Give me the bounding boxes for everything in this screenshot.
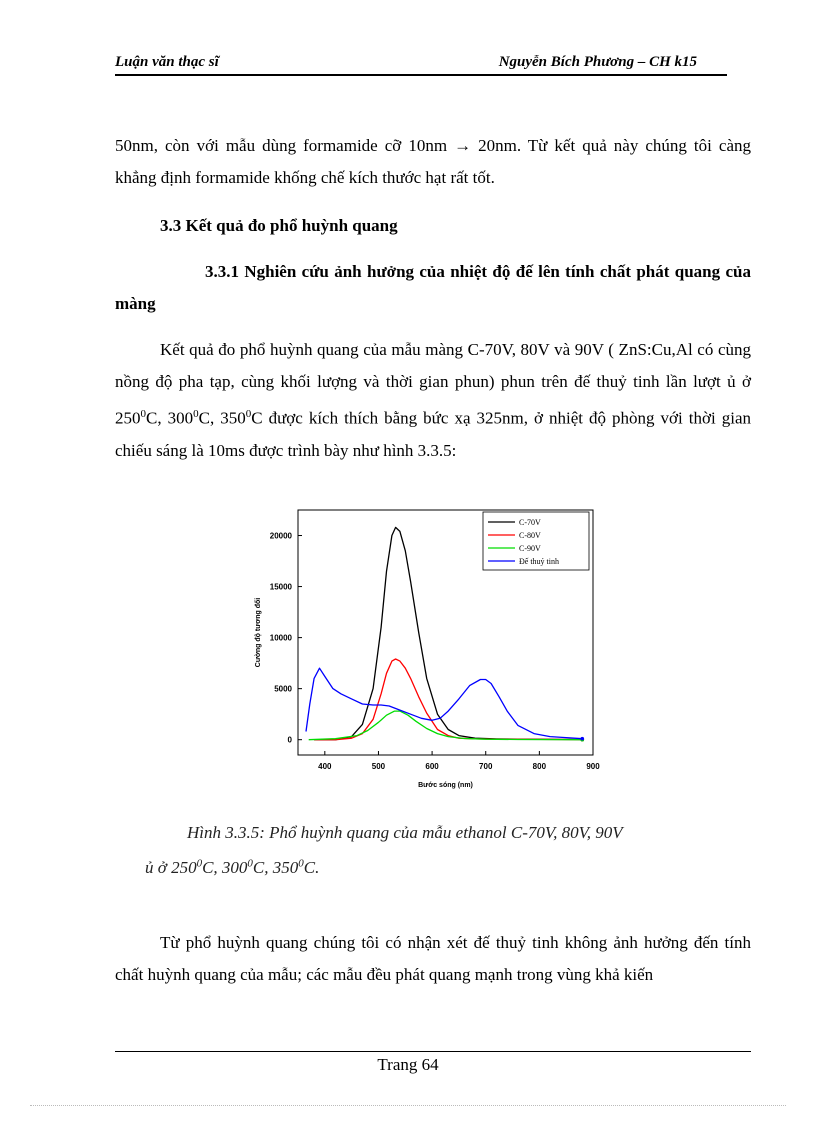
caption-part-d: C. <box>303 857 320 877</box>
legend-label: Đế thuỷ tinh <box>519 557 559 566</box>
paragraph-1: 50nm, còn với mẫu dùng formamide cỡ 10nm → 20nm. Từ kết quả này chúng tôi càng khẳng định formamide khống chế kích thước hạt rất tốt. <box>115 136 751 187</box>
superscript: 0 <box>245 408 252 420</box>
superscript: 0 <box>193 408 199 420</box>
y-axis-label: Cường độ tương đối <box>255 597 262 668</box>
x-tick-label: 600 <box>425 762 439 771</box>
page-edge-dots <box>30 1105 786 1106</box>
caption-line-1: Hình 3.3.5: Phổ huỳnh quang của mẫu ethanol C-70V, 80V, 90V <box>187 823 623 842</box>
x-tick-label: 500 <box>371 762 386 771</box>
superscript: 0 <box>247 857 253 869</box>
pl-spectrum-chart <box>240 500 610 800</box>
series-end-marker <box>580 737 584 741</box>
caption-line-2 <box>145 858 319 877</box>
y-tick-label: 15000 <box>269 582 292 592</box>
section-heading: 3.3 Kết quả đo phổ huỳnh quang <box>160 216 398 235</box>
y-tick-label: 10000 <box>269 633 292 643</box>
superscript: 0 <box>196 857 203 869</box>
paragraph-2-part-d: C được kích thích bằng bức xạ 325nm, ở nhiệt độ phòng với thời gian chiếu sáng là 10ms được trình bày như hình 3.3.5: <box>115 408 751 460</box>
paragraph-2 <box>115 334 751 467</box>
x-tick-label: 700 <box>479 762 493 771</box>
paragraph-3: Từ phổ huỳnh quang chúng tôi có nhận xét đế thuỷ tinh không ảnh hưởng đến tính chất huỳnh quang của mẫu; các mẫu đều phát quang mạnh trong vùng khả kiến <box>115 933 751 984</box>
y-tick-label: 5000 <box>274 684 292 694</box>
superscript: 0 <box>140 408 146 420</box>
header-right: Nguyễn Bích Phương – CH k15 <box>498 54 697 70</box>
x-tick-label: 900 <box>586 762 600 771</box>
subsection-heading: 3.3.1 Nghiên cứu ảnh hưởng của nhiệt độ đế lên tính chất phát quang của màng <box>115 262 751 313</box>
superscript: 0 <box>298 857 304 869</box>
y-tick-label: 20000 <box>269 531 292 541</box>
legend-label: C-70V <box>519 518 541 527</box>
x-axis-label: Bước sóng (nm) <box>418 782 473 789</box>
footer-rule <box>115 1051 751 1052</box>
series-line-4 <box>306 668 582 739</box>
page-number: Trang 64 <box>377 1055 439 1074</box>
x-tick-label: 400 <box>318 762 332 771</box>
header-left: Luận văn thạc sĩ <box>115 54 219 70</box>
x-tick-label: 800 <box>532 762 547 771</box>
caption-part-a: ủ ở 250 <box>145 857 197 877</box>
page-header <box>115 50 727 76</box>
legend-label: C-80V <box>519 531 541 540</box>
figure-chart <box>240 500 610 800</box>
paragraph-2-part-a: Kết quả đo phổ huỳnh quang của mẫu màng C-70V, 80V và 90V ( ZnS:Cu,Al có cùng nồng độ pha tạp, cùng khối lượng và thời gian phun) phun trên đế thuỷ tinh lần lượt ủ ở 250 <box>115 340 751 428</box>
figure-caption <box>145 818 745 883</box>
legend-label: C-90V <box>519 544 541 553</box>
paragraph-2-part-c: C, 350 <box>198 408 246 428</box>
paragraph-2-part-b: C, 300 <box>146 408 194 428</box>
y-tick-label: 0 <box>287 735 292 745</box>
caption-part-c: C, 350 <box>252 857 299 877</box>
caption-part-b: C, 300 <box>202 857 248 877</box>
series-line-2 <box>314 659 582 740</box>
